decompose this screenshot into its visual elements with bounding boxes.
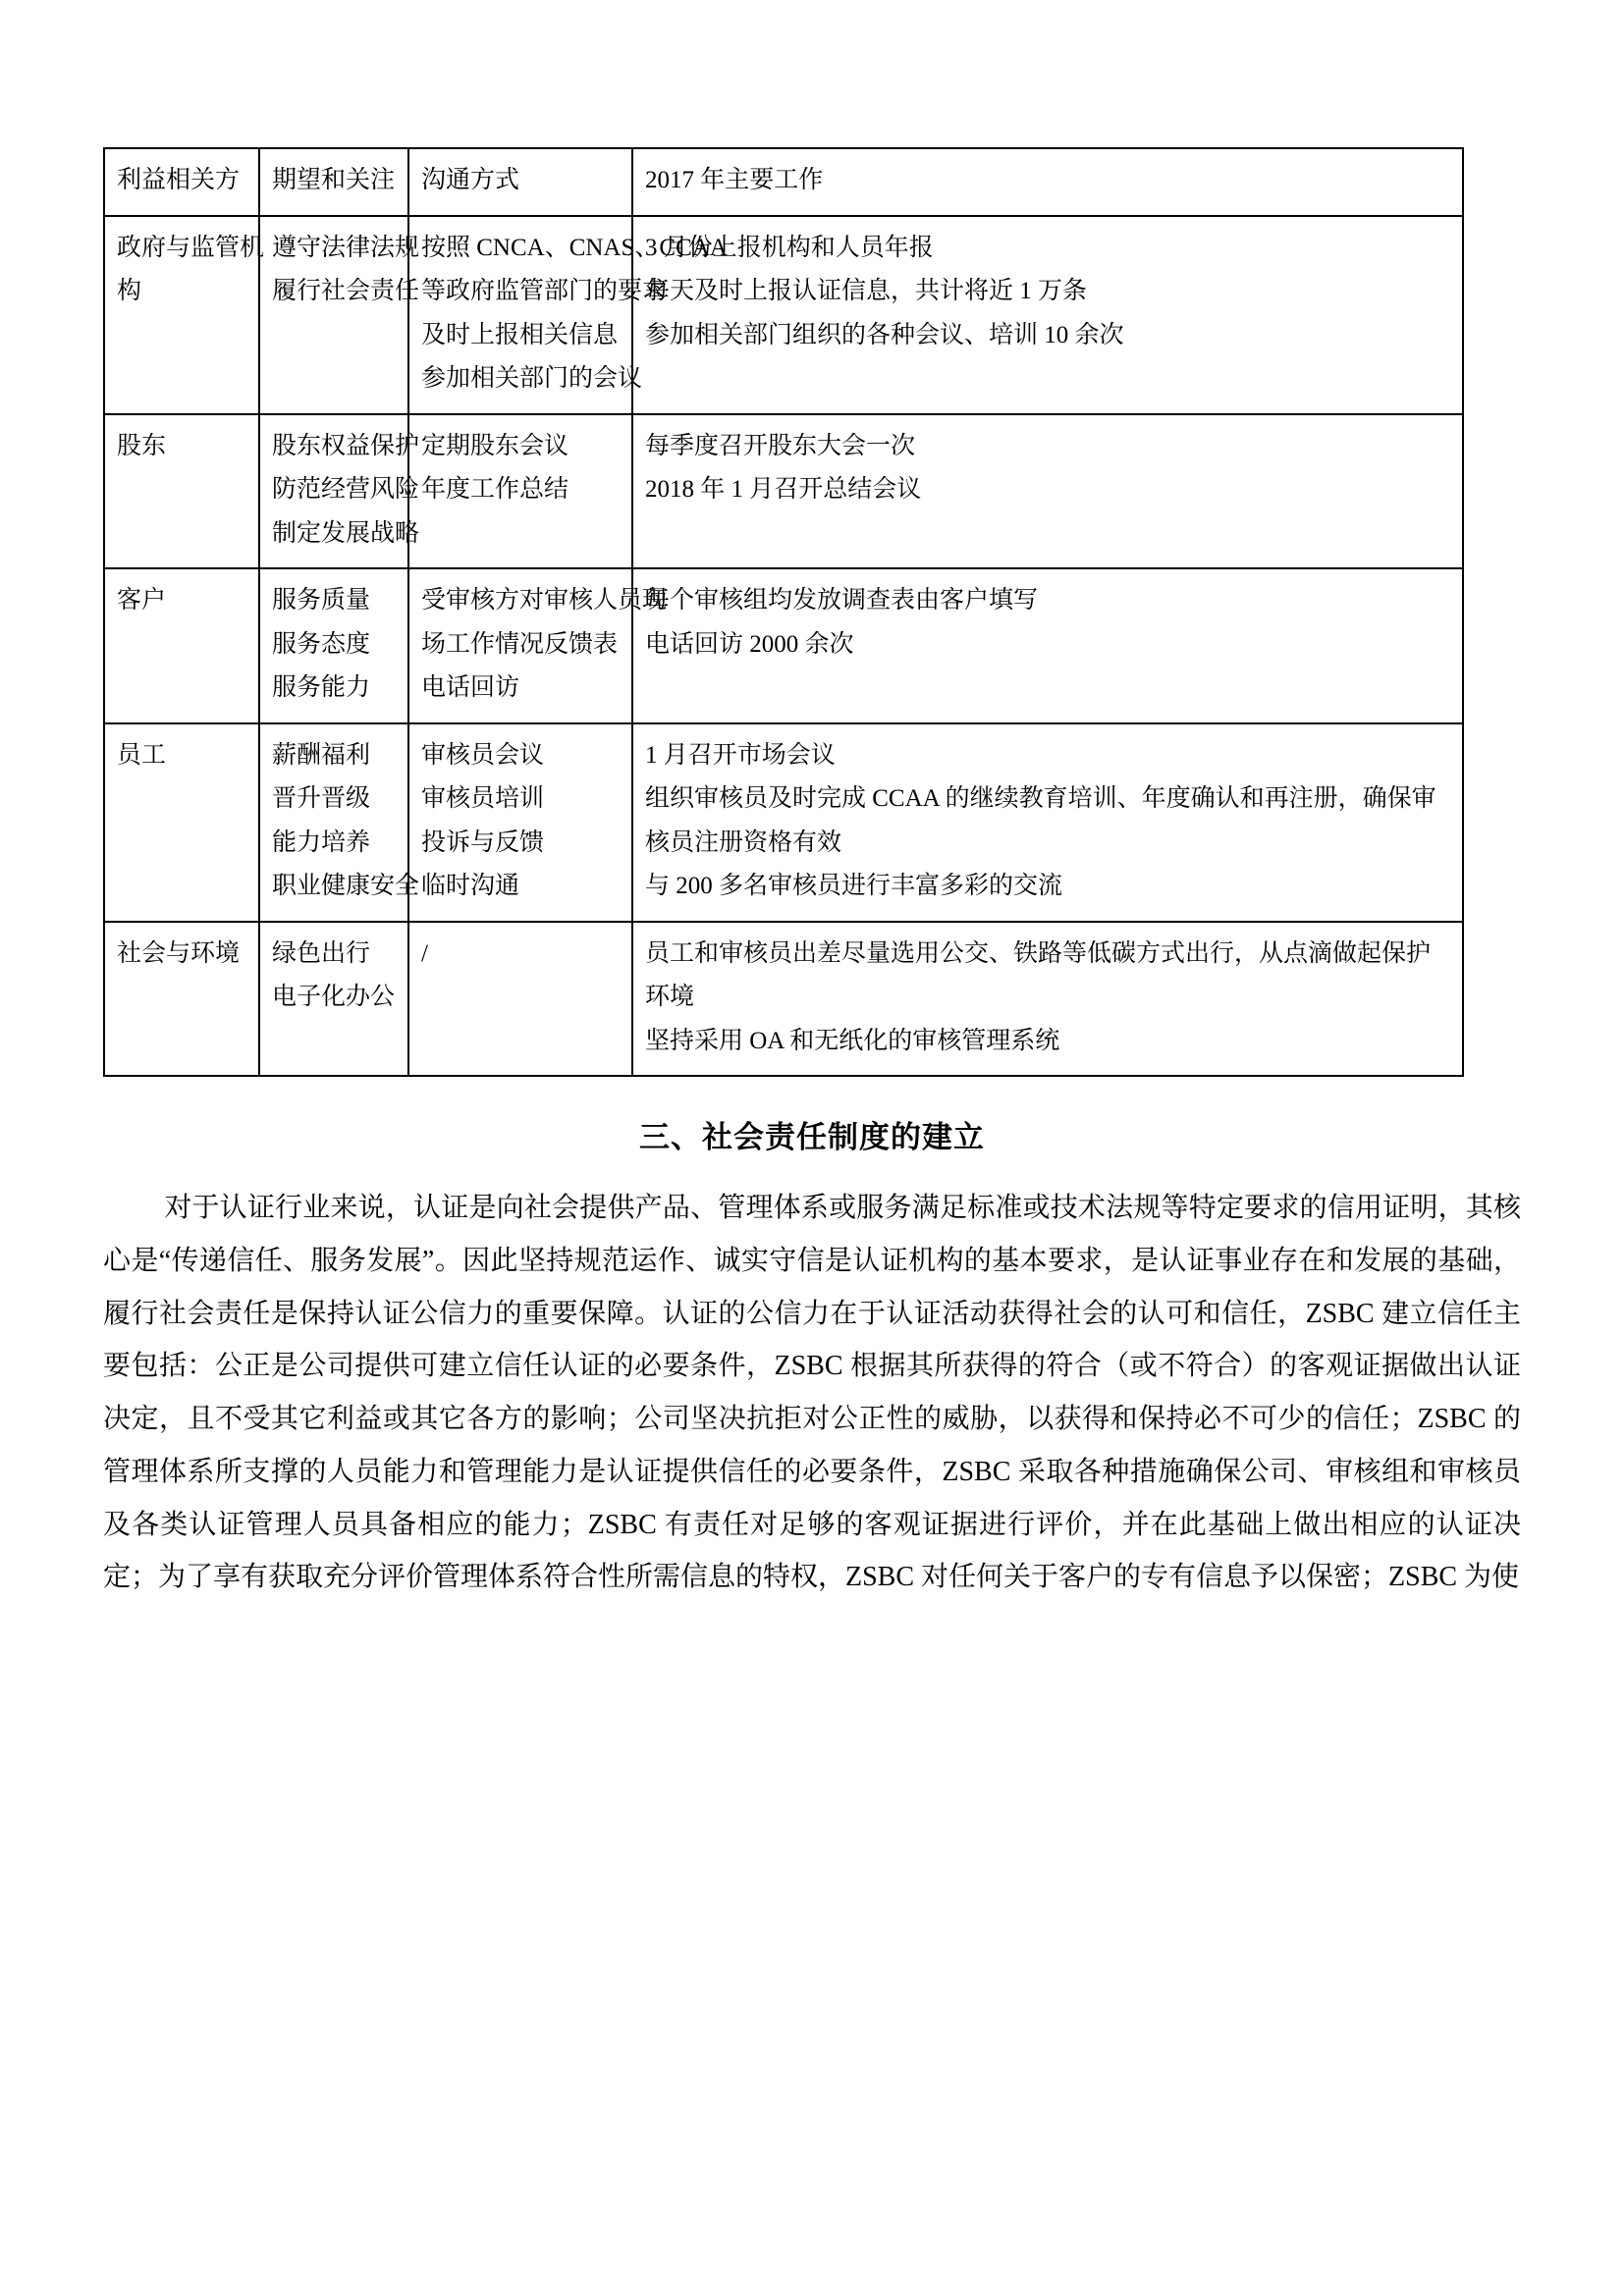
cell-work <box>632 723 1463 922</box>
cell-stakeholder <box>104 568 259 723</box>
stakeholder-engagement-table <box>103 147 1464 1077</box>
table-header-row <box>104 148 1463 216</box>
cell-line: 股东权益保护 <box>272 432 420 459</box>
cell-line: 服务质量 <box>272 587 371 614</box>
cell-line: 参加相关部门的会议 <box>421 365 643 392</box>
cell-line: 3 月份上报机构和人员年报 <box>645 234 934 261</box>
cell-expectations <box>259 414 420 569</box>
cell-line: 每个审核组均发放调查表由客户填写 <box>645 587 1039 614</box>
cell-communication <box>408 216 728 414</box>
cell-expectations <box>259 922 408 1077</box>
cell-line: 职业健康安全 <box>272 873 420 899</box>
table-row <box>104 568 1463 723</box>
cell-work <box>632 568 1463 723</box>
cell-line: 参加相关部门组织的各种会议、培训 10 余次 <box>645 321 1124 348</box>
cell-line: 每天及时上报认证信息，共计将近 1 万条 <box>645 278 1088 304</box>
cell-line: 组织审核员及时完成 CCAA 的继续教育培训、年度确认和再注册，确保审核员注册资格有效 <box>645 785 1436 856</box>
cell-line: 坚持采用 OA 和无纸化的审核管理系统 <box>645 1027 1060 1054</box>
paragraph-text: 对于认证行业来说，认证是向社会提供产品、管理体系或服务满足标准或技术法规等特定要求的信用证明，其核心是“传递信任、服务发展”。因此坚持规范运作、诚实守信是认证机构的基本要求，是认证事业存在和发展的基础，履行社会责任是保持认证公信力的重要保障。认证的公信力在于认证活动获得社会的认可和信任，ZSBC 建立信任主要包括：公正是公司提供可建立信任认证的必要条件，ZSBC 根据其所获得的符合（或不符合）的客观证据做出认证决定，且不受其它利益或其它各方的影响；公司坚决抗拒对公正性的威胁，以获得和保持必不可少的信任；ZSBC 的管理体系所支撑的人员能力和管理能力是认证提供信任的必要条件，ZSBC 采取各种措施确保公司、审核组和审核员及各类认证管理人员具备相应的能力；ZSBC 有责任对足够的客观证据进行评价，并在此基础上做出相应的认证决定；为了享有获取充分评价管理体系符合性所需信息的特权，ZSBC 对任何关于客户的专有信息予以保密；ZSBC 为使 <box>103 1193 1521 1593</box>
cell-work <box>632 216 1463 414</box>
cell-line: 薪酬福利 <box>272 741 371 769</box>
cell-line: 场工作情况反馈表 <box>421 630 619 658</box>
cell-line: 员工 <box>117 741 167 769</box>
cell-line: 与 200 多名审核员进行丰富多彩的交流 <box>645 873 1063 899</box>
cell-line: 及时上报相关信息 <box>421 321 619 348</box>
section-heading: 三、社会责任制度的建立 <box>639 1120 985 1154</box>
cell-expectations <box>259 568 408 723</box>
cell-line: 临时沟通 <box>421 873 520 899</box>
cell-line: 履行社会责任 <box>272 278 420 304</box>
cell-line: 1 月召开市场会议 <box>645 741 836 769</box>
cell-work <box>632 922 1463 1077</box>
cell-communication <box>408 723 632 922</box>
table-row <box>104 414 1463 569</box>
cell-line: 绿色出行 <box>272 939 371 967</box>
cell-line: 年度工作总结 <box>421 476 569 503</box>
cell-line: 制定发展战略 <box>272 519 420 547</box>
cell-line: 服务态度 <box>272 630 371 658</box>
cell-stakeholder <box>104 922 259 1077</box>
section-paragraph <box>103 1182 1521 1604</box>
column-header-expectations: 期望和关注 <box>259 148 408 216</box>
cell-line: 审核员会议 <box>421 741 545 769</box>
cell-line: 按照 CNCA、CNAS、CCAA <box>421 234 728 261</box>
cell-line: / <box>421 939 428 967</box>
cell-line: 2018 年 1 月召开总结会议 <box>645 476 922 503</box>
cell-line: 股东 <box>117 432 167 459</box>
cell-line: 社会与环境 <box>117 939 241 967</box>
cell-line: 服务能力 <box>272 674 371 701</box>
table-row <box>104 723 1463 922</box>
cell-line: 受审核方对审核人员现 <box>421 587 668 614</box>
table-row <box>104 922 1463 1077</box>
cell-line: 电话回访 2000 余次 <box>645 630 854 658</box>
cell-communication <box>408 414 632 569</box>
cell-line: 电话回访 <box>421 674 520 701</box>
cell-line: 客户 <box>117 587 167 614</box>
cell-line: 每季度召开股东大会一次 <box>645 432 916 459</box>
cell-line: 电子化办公 <box>272 984 396 1010</box>
cell-line: 构 <box>117 278 142 304</box>
column-header-communication: 沟通方式 <box>408 148 632 216</box>
cell-line: 能力培养 <box>272 828 371 856</box>
cell-expectations <box>259 216 420 414</box>
cell-line: 定期股东会议 <box>421 432 569 459</box>
cell-work <box>632 414 1463 569</box>
cell-stakeholder <box>104 414 259 569</box>
cell-line: 等政府监管部门的要求 <box>421 278 668 304</box>
cell-line: 投诉与反馈 <box>421 828 545 856</box>
cell-line: 防范经营风险 <box>272 476 420 503</box>
cell-expectations <box>259 723 420 922</box>
cell-line: 审核员培训 <box>421 785 545 812</box>
cell-communication <box>408 568 668 723</box>
cell-line: 晋升晋级 <box>272 785 371 812</box>
cell-line: 员工和审核员出差尽量选用公交、铁路等低碳方式出行，从点滴做起保护环境 <box>645 939 1432 1010</box>
cell-line: 政府与监管机 <box>117 234 265 261</box>
column-header-work: 2017 年主要工作 <box>632 148 1463 216</box>
table-row <box>104 216 1463 414</box>
cell-line: 遵守法律法规 <box>272 234 420 261</box>
cell-stakeholder <box>104 723 259 922</box>
cell-communication <box>408 922 632 1077</box>
cell-stakeholder <box>104 216 265 414</box>
column-header-stakeholder: 利益相关方 <box>104 148 259 216</box>
